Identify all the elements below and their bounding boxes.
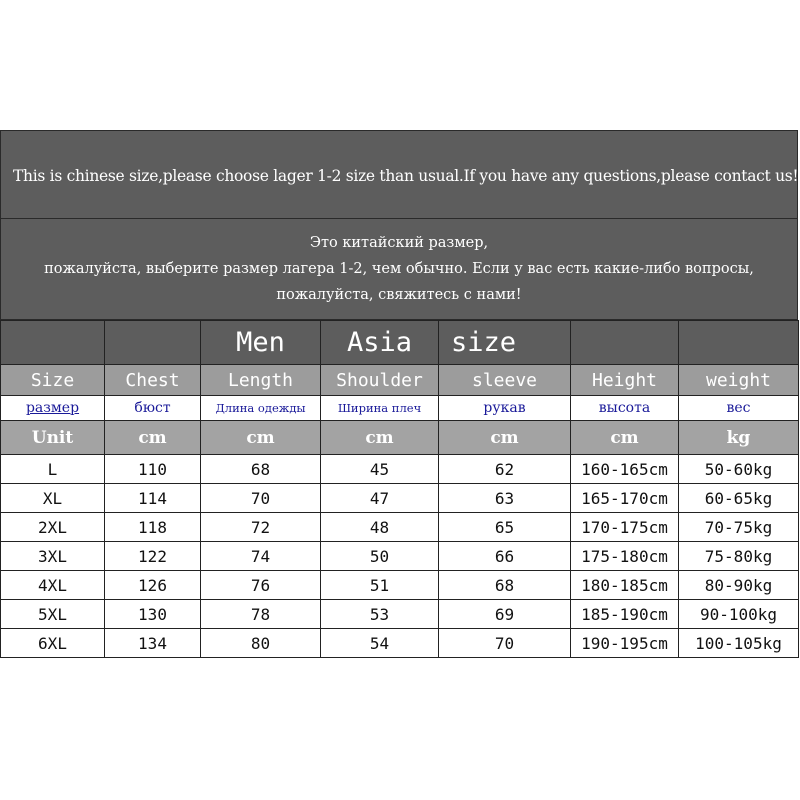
cell-length: 74	[201, 542, 321, 571]
cell-shoulder: 48	[321, 513, 439, 542]
cell-length: 80	[201, 629, 321, 658]
cell-weight: 75-80kg	[679, 542, 799, 571]
cell-weight: 50-60kg	[679, 455, 799, 484]
table-row	[1, 571, 799, 600]
cell-chest: 110	[105, 455, 201, 484]
header-weight: weight	[679, 365, 799, 396]
cell-weight: 60-65kg	[679, 484, 799, 513]
size-table	[0, 320, 799, 658]
notice-russian	[0, 219, 798, 320]
cell-height: 185-190cm	[571, 600, 679, 629]
header-ru-length: Длина одежды	[201, 396, 321, 421]
cell-shoulder: 54	[321, 629, 439, 658]
title-cell-empty	[1, 321, 105, 365]
header-height: Height	[571, 365, 679, 396]
size-data-body	[1, 455, 799, 658]
cell-length: 78	[201, 600, 321, 629]
notice-russian-line: Это китайский размер,	[309, 235, 489, 251]
cell-weight: 80-90kg	[679, 571, 799, 600]
cell-size: 6XL	[1, 629, 105, 658]
header-ru-height: высота	[571, 396, 679, 421]
cell-sleeve: 62	[439, 455, 571, 484]
cell-height: 180-185cm	[571, 571, 679, 600]
title-size: size	[439, 321, 571, 365]
title-cell-empty	[571, 321, 679, 365]
table-row	[1, 455, 799, 484]
header-ru-sleeve: рукав	[439, 396, 571, 421]
unit-label: Unit	[1, 421, 105, 455]
notice-english-text: This is chinese size,please choose lager 1-2 size than usual.If you have any questions,please contact us!	[13, 167, 799, 185]
cell-size: 3XL	[1, 542, 105, 571]
cell-shoulder: 45	[321, 455, 439, 484]
unit-weight: kg	[679, 421, 799, 455]
cell-size: XL	[1, 484, 105, 513]
unit-height: cm	[571, 421, 679, 455]
unit-row	[1, 421, 799, 455]
cell-size: 5XL	[1, 600, 105, 629]
cell-sleeve: 68	[439, 571, 571, 600]
cell-length: 68	[201, 455, 321, 484]
cell-sleeve: 65	[439, 513, 571, 542]
unit-sleeve: cm	[439, 421, 571, 455]
table-row	[1, 513, 799, 542]
cell-size: L	[1, 455, 105, 484]
cell-weight: 70-75kg	[679, 513, 799, 542]
unit-shoulder: cm	[321, 421, 439, 455]
cell-chest: 126	[105, 571, 201, 600]
cell-height: 190-195cm	[571, 629, 679, 658]
table-row	[1, 542, 799, 571]
cell-chest: 130	[105, 600, 201, 629]
header-shoulder: Shoulder	[321, 365, 439, 396]
header-ru-shoulder: Ширина плеч	[321, 396, 439, 421]
table-row	[1, 484, 799, 513]
cell-size: 4XL	[1, 571, 105, 600]
table-row	[1, 629, 799, 658]
cell-height: 165-170cm	[571, 484, 679, 513]
cell-sleeve: 63	[439, 484, 571, 513]
cell-length: 72	[201, 513, 321, 542]
header-ru-weight: вес	[679, 396, 799, 421]
header-row-russian	[1, 396, 799, 421]
cell-height: 175-180cm	[571, 542, 679, 571]
cell-height: 170-175cm	[571, 513, 679, 542]
cell-sleeve: 70	[439, 629, 571, 658]
header-size: Size	[1, 365, 105, 396]
cell-sleeve: 69	[439, 600, 571, 629]
cell-shoulder: 50	[321, 542, 439, 571]
cell-sleeve: 66	[439, 542, 571, 571]
title-cell-empty	[105, 321, 201, 365]
header-length: Length	[201, 365, 321, 396]
header-ru-chest: бюст	[105, 396, 201, 421]
title-cell-empty	[679, 321, 799, 365]
cell-chest: 118	[105, 513, 201, 542]
notice-russian-line: пожалуйста, свяжитесь с нами!	[276, 287, 522, 303]
cell-shoulder: 53	[321, 600, 439, 629]
cell-weight: 100-105kg	[679, 629, 799, 658]
cell-shoulder: 51	[321, 571, 439, 600]
notice-english	[0, 130, 798, 219]
title-asia: Asia	[321, 321, 439, 365]
notice-russian-line: пожалуйста, выберите размер лагера 1-2, чем обычно. Если у вас есть какие-либо вопросы,	[44, 261, 754, 277]
header-chest: Chest	[105, 365, 201, 396]
cell-weight: 90-100kg	[679, 600, 799, 629]
unit-length: cm	[201, 421, 321, 455]
cell-chest: 134	[105, 629, 201, 658]
cell-height: 160-165cm	[571, 455, 679, 484]
header-ru-size: размер	[1, 396, 105, 421]
cell-chest: 122	[105, 542, 201, 571]
table-title-row	[1, 321, 799, 365]
cell-chest: 114	[105, 484, 201, 513]
title-men: Men	[201, 321, 321, 365]
cell-shoulder: 47	[321, 484, 439, 513]
header-sleeve: sleeve	[439, 365, 571, 396]
cell-length: 76	[201, 571, 321, 600]
table-row	[1, 600, 799, 629]
size-chart	[0, 130, 800, 668]
unit-chest: cm	[105, 421, 201, 455]
header-row-english	[1, 365, 799, 396]
cell-size: 2XL	[1, 513, 105, 542]
cell-length: 70	[201, 484, 321, 513]
